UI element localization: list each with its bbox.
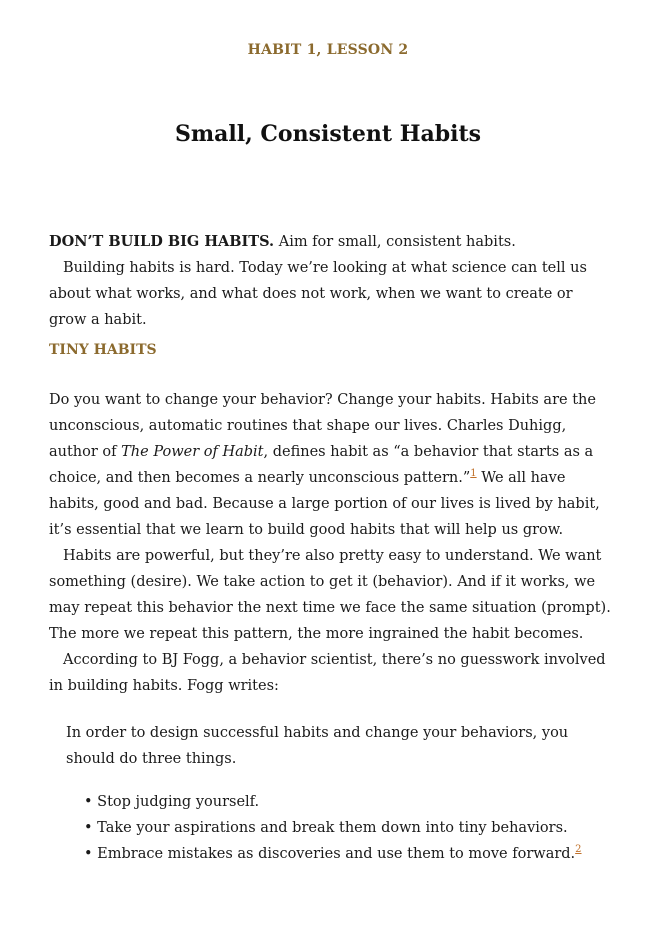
section-paragraph-3: According to BJ Fogg, a behavior scientist, there’s no guesswork involved in building habits. Fogg writes: bbox=[49, 652, 606, 694]
bullet-item: • Stop judging yourself. bbox=[84, 789, 604, 815]
footnote-link-2[interactable]: 2 bbox=[575, 844, 582, 856]
section-heading: TINY HABITS bbox=[49, 342, 157, 358]
footnote-link-1[interactable]: 1 bbox=[470, 468, 477, 480]
bullet-item: • Take your aspirations and break them down into tiny behaviors. bbox=[84, 815, 604, 841]
intro-paragraph-1 bbox=[49, 229, 611, 255]
book-title: The Power of Habit bbox=[121, 444, 264, 460]
quote-bullet-list bbox=[84, 789, 604, 867]
section-paragraph-2: Habits are powerful, but they’re also pretty easy to understand. We want something (desire). We take action to get it (behavior). And if it works, we may repeat this behavior the next time we face the same situation (prompt). The more we repeat this pattern, the more ingrained the habit becomes. bbox=[49, 548, 611, 642]
intro-lead-rest: Aim for small, consistent habits. bbox=[274, 234, 516, 250]
section-paragraph-1 bbox=[49, 387, 611, 543]
p1-text-b: , defines habit as “a behavior that starts as a choice, and then becomes a nearly unconscious pattern.” bbox=[49, 444, 594, 486]
footnote-ref-2 bbox=[575, 844, 581, 855]
page-title: Small, Consistent Habits bbox=[174, 121, 482, 147]
bullet-item bbox=[84, 841, 604, 867]
intro-lead: DON’T BUILD BIG HABITS. bbox=[49, 233, 275, 250]
lesson-kicker: HABIT 1, LESSON 2 bbox=[247, 42, 409, 58]
p1-text-a: Do you want to change your behavior? Change your habits. Habits are the unconscious, automatic routines that shape our lives. Charles Duhigg, author of bbox=[49, 392, 596, 460]
bullet-item-text: Embrace mistakes as discoveries and use them to move forward. bbox=[97, 846, 576, 862]
section-body bbox=[49, 387, 611, 699]
block-quote: In order to design successful habits and change your behaviors, you should do three things. bbox=[66, 725, 569, 767]
intro-paragraph-2: Building habits is hard. Today we’re looking at what science can tell us about what works, and what does not work, when we want to create or grow a habit. bbox=[49, 260, 587, 328]
p1-text-c: We all have habits, good and bad. Because a large portion of our lives is lived by habit, it’s essential that we learn to build good habits that will help us grow. bbox=[49, 470, 600, 538]
intro-section bbox=[49, 229, 611, 333]
